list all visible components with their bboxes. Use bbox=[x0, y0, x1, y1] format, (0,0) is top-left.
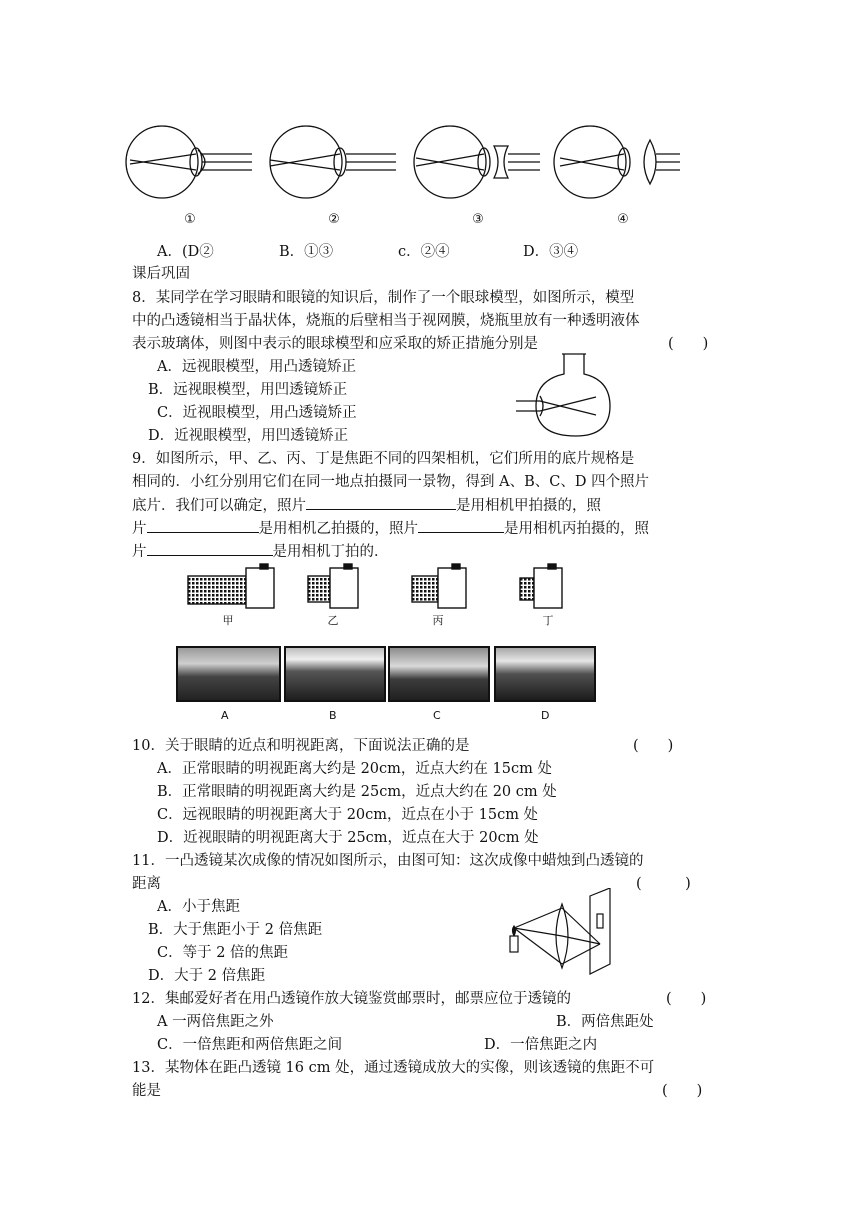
q8-option-a: A．远视眼模型，用凸透镜矫正 bbox=[157, 359, 356, 375]
flask-eye-model-figure bbox=[516, 352, 616, 442]
q8-line-2: 中的凸透镜相当于晶状体，烧瓶的后壁相当于视网膜，烧瓶里放有一种透明液体 bbox=[132, 313, 640, 329]
cameras-figure bbox=[176, 562, 606, 630]
section-title: 课后巩固 bbox=[132, 266, 190, 282]
q9-line-3-text-a: 底片．我们可以确定，照片 bbox=[132, 498, 306, 514]
q12-option-c: C．一倍焦距和两倍焦距之间 bbox=[157, 1037, 343, 1053]
q12-answer-paren: ( ) bbox=[666, 991, 707, 1007]
q9-line-4-text-c: 是用相机丙拍摄的，照 bbox=[504, 521, 649, 537]
q7-option-d: D．③④ bbox=[523, 244, 579, 260]
q9-line-4-text-b: 是用相机乙拍摄的，照片 bbox=[258, 521, 418, 537]
camera-jia-label: 甲 bbox=[222, 614, 234, 627]
q12-option-a: A 一两倍焦距之外 bbox=[157, 1014, 274, 1030]
camera-ding-answer-blank[interactable] bbox=[147, 541, 273, 556]
q7-option-c: c．②④ bbox=[398, 244, 450, 260]
q9-line-3 bbox=[132, 495, 601, 516]
q9-line-1: 9．如图所示，甲、乙、丙、丁是焦距不同的四架相机，它们所用的底片规格是 bbox=[132, 451, 635, 467]
camera-ding bbox=[520, 564, 562, 608]
q11-option-b: B．大于焦距小于 2 倍焦距 bbox=[148, 922, 323, 938]
q7-option-b: B．①③ bbox=[279, 244, 334, 260]
camera-bing bbox=[412, 564, 466, 608]
camera-jia-answer-blank[interactable] bbox=[306, 495, 456, 510]
q8-option-d: D．近视眼模型，用凹透镜矫正 bbox=[148, 428, 349, 444]
q10-option-a: A．正常眼睛的明视距离大约是 20cm，近点大约在 15cm 处 bbox=[157, 761, 552, 777]
q9-line-4 bbox=[132, 518, 649, 539]
camera-bing-answer-blank[interactable] bbox=[418, 518, 504, 533]
photo-c-label: C bbox=[433, 709, 441, 722]
eye-4-label: ④ bbox=[617, 212, 629, 227]
eye-2-label: ② bbox=[328, 212, 340, 227]
q10-option-d: D．近视眼睛的明视距离大于 25cm，近点在大于 20cm 处 bbox=[157, 830, 539, 846]
photo-a bbox=[176, 646, 281, 702]
q10-answer-paren: ( ) bbox=[633, 738, 674, 754]
q9-line-5-text-b: 是用相机丁拍的． bbox=[272, 544, 389, 560]
q12-option-b: B．两倍焦距处 bbox=[556, 1014, 654, 1030]
q8-option-b: B．远视眼模型，用凹透镜矫正 bbox=[148, 382, 348, 398]
q9-line-4-text-a: 片 bbox=[132, 521, 147, 537]
q13-line-2: 能是 bbox=[132, 1083, 161, 1099]
camera-yi bbox=[308, 564, 358, 608]
q11-line-1: 11．一凸透镜某次成像的情况如图所示，由图可知：这次成像中蜡烛到凸透镜的 bbox=[132, 853, 644, 869]
camera-jia bbox=[188, 564, 274, 608]
q11-option-c: C．等于 2 倍的焦距 bbox=[157, 945, 289, 961]
q9-line-5-text-a: 片 bbox=[132, 544, 147, 560]
camera-yi-label: 乙 bbox=[327, 614, 339, 627]
photo-b-label: B bbox=[329, 709, 337, 722]
eye-diagrams-figure bbox=[120, 120, 740, 238]
photo-b bbox=[284, 646, 386, 702]
camera-yi-answer-blank[interactable] bbox=[147, 518, 259, 533]
q13-answer-paren: ( ) bbox=[662, 1083, 703, 1099]
photo-a-label: A bbox=[221, 709, 229, 722]
camera-ding-label: 丁 bbox=[542, 614, 554, 627]
q11-line-2: 距离 bbox=[132, 876, 161, 892]
q11-option-d: D．大于 2 倍焦距 bbox=[148, 968, 266, 984]
q10-stem: 10．关于眼睛的近点和明视距离，下面说法正确的是 bbox=[132, 738, 470, 754]
eye-1-label: ① bbox=[184, 212, 196, 227]
q11-answer-paren: ( ) bbox=[636, 876, 691, 892]
photo-d bbox=[494, 646, 596, 702]
eye-3-label: ③ bbox=[472, 212, 484, 227]
photo-c bbox=[388, 646, 490, 702]
q9-line-5 bbox=[132, 541, 389, 562]
camera-bing-label: 丙 bbox=[432, 614, 444, 627]
q9-line-3-text-b: 是用相机甲拍摄的，照 bbox=[456, 498, 601, 514]
q8-answer-paren: ( ) bbox=[668, 336, 709, 352]
photo-d-label: D bbox=[541, 709, 550, 722]
q9-line-2: 相同的．小红分别用它们在同一地点拍摄同一景物，得到 A、B、C、D 四个照片 bbox=[132, 474, 650, 490]
q10-option-b: B．正常眼睛的明视距离大约是 25cm，近点大约在 20 cm 处 bbox=[157, 784, 557, 800]
q8-line-3: 表示玻璃体，则图中表示的眼球模型和应采取的矫正措施分别是 bbox=[132, 336, 538, 352]
q12-stem: 12．集邮爱好者在用凸透镜作放大镜鉴赏邮票时，邮票应位于透镜的 bbox=[132, 991, 571, 1007]
lens-imaging-figure bbox=[500, 888, 620, 976]
q12-option-d: D．一倍焦距之内 bbox=[484, 1037, 598, 1053]
q13-line-1: 13．某物体在距凸透镜 16 cm 处，通过透镜成放大的实像，则该透镜的焦距不可 bbox=[132, 1060, 655, 1076]
q8-option-c: C．近视眼模型，用凸透镜矫正 bbox=[157, 405, 357, 421]
q7-option-a: A．(D② bbox=[157, 244, 214, 260]
q11-option-a: A．小于焦距 bbox=[157, 899, 240, 915]
q10-option-c: C．远视眼睛的明视距离大于 20cm，近点在小于 15cm 处 bbox=[157, 807, 539, 823]
q8-line-1: 8．某同学在学习眼睛和眼镜的知识后，制作了一个眼球模型，如图所示，模型 bbox=[132, 290, 635, 306]
